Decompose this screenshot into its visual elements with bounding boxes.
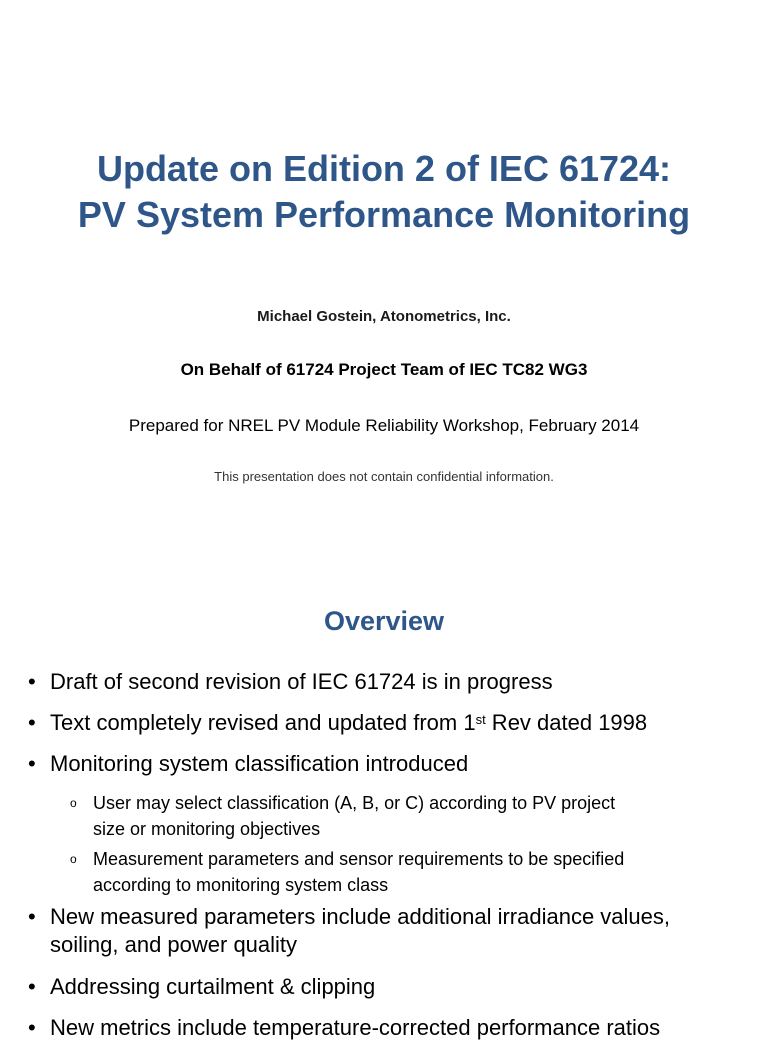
bullet-dot-icon: • <box>28 974 36 999</box>
bullet-item <box>28 973 748 1001</box>
superscript: st <box>475 712 486 727</box>
slide-title-line-2: PV System Performance Monitoring <box>77 194 691 235</box>
bullet-item <box>28 750 748 778</box>
sub-bullet-circle-icon: o <box>70 852 77 866</box>
bullet-text-part: Text completely revised and updated from 1 <box>50 710 476 735</box>
bullet-text: New metrics include temperature-corrected performance ratios <box>50 1015 661 1040</box>
sub-bullet-item <box>70 846 750 898</box>
slide-title-line-1: Update on Edition 2 of IEC 61724: <box>96 148 672 189</box>
bullet-item <box>28 903 748 959</box>
bullet-text: Draft of second revision of IEC 61724 is in progress <box>50 669 553 694</box>
bullet-text-line-2: soiling, and power quality <box>50 932 298 957</box>
sub-bullet-text-line-1: User may select classification (A, B, or C) according to PV project <box>93 793 616 813</box>
bullet-dot-icon: • <box>28 904 36 929</box>
bullet-item <box>28 1014 748 1040</box>
bullet-text-line-1: New measured parameters include additional irradiance values, <box>50 904 670 929</box>
author-line: Michael Gostein, Atonometrics, Inc. <box>257 308 511 325</box>
bullet-dot-icon: • <box>28 751 36 776</box>
sub-bullet-text-line-2: according to monitoring system class <box>93 875 389 895</box>
sub-bullet-circle-icon: o <box>70 796 77 810</box>
bullet-text-part: Rev dated 1998 <box>485 710 648 735</box>
overview-title: Overview <box>323 606 445 636</box>
bullet-dot-icon: • <box>28 1015 36 1040</box>
sub-bullet-text-line-2: size or monitoring objectives <box>93 819 321 839</box>
overview-slide <box>0 576 768 1040</box>
bullet-item <box>28 668 748 696</box>
bullet-text: Addressing curtailment & clipping <box>50 974 376 999</box>
sub-bullet-item <box>70 790 750 842</box>
bullet-text: Monitoring system classification introduced <box>50 751 469 776</box>
bullet-item <box>28 709 748 737</box>
behalf-line: On Behalf of 61724 Project Team of IEC TC82 WG3 <box>180 360 588 379</box>
bullet-dot-icon: • <box>28 710 36 735</box>
bullet-text <box>50 709 750 737</box>
confidential-notice: This presentation does not contain confidential information. <box>214 469 554 484</box>
sub-bullet-text-line-1: Measurement parameters and sensor requirements to be specified <box>93 849 625 869</box>
bullet-dot-icon: • <box>28 669 36 694</box>
prepared-line: Prepared for NREL PV Module Reliability Workshop, February 2014 <box>128 416 640 435</box>
